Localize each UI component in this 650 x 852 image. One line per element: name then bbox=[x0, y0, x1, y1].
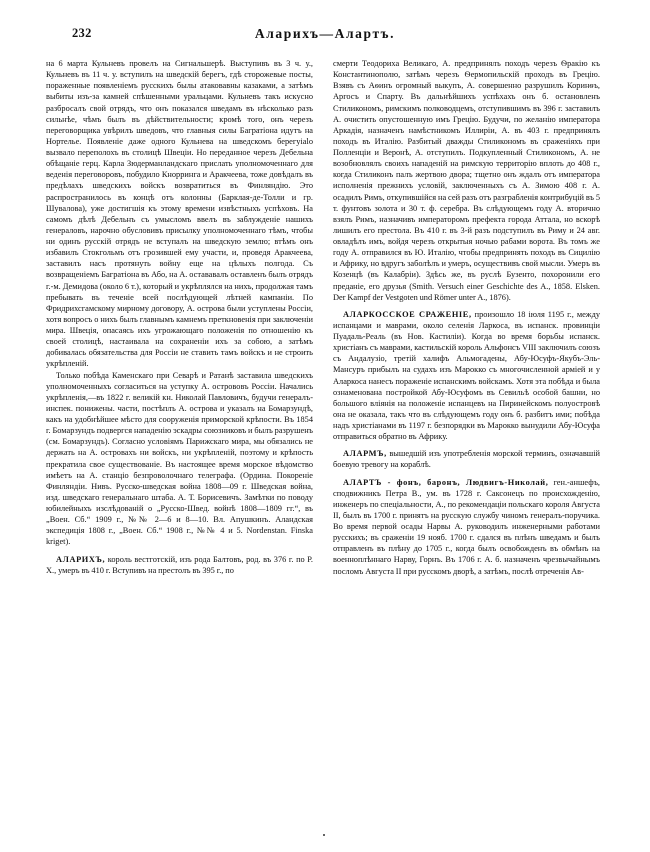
right-column bbox=[333, 58, 600, 577]
page-header bbox=[46, 26, 604, 52]
entry-text: вышедшій изъ употребленія морской терминъ, означавшій боевую тревогу на кораблѣ. bbox=[333, 449, 600, 470]
entry-headword: АЛАРТЪ - фонъ, баронъ, Людвигъ-Николай, bbox=[343, 477, 549, 487]
paragraph: на 6 марта Кульневъ провелъ на Сигнальшерѣ. Выступивъ въ 3 ч. у., Кульневъ въ 11 ч. у. вступилъ на шведскій берегъ, гдѣ сторожевые посты, пораженные появленіемъ русскихъ былы атаковавны казаками, а затѣмъ выбиты изъ-за камней спѣшенными уральцами. Кульневъ такъ искусно разбросалъ свой отрядъ, что онъ показался шведамъ въ нѣсколько разъ сильнѣе, чѣмъ былъ въ дѣйствительности; кромѣ того, онъ черезъ переговорщика увѣрилъ шведовъ, что главныя силы Багратіона идутъ на Нортелье. Появленіе даже одного Кульнева на шведскомъ берегуialo вызвало переполохъ въ столицѣ Швеціи. Но переданное черезъ Дебельна обѣщаніе герц. Карла Зюдерманландскаго прислать уполномоченнаго для веденія переговоровъ, побудило Кнорринга и Аракчеева, тоже довѣдалъ въ предѣлахъ шведскихъ войскъ возвратиться въ Финляндію. Это распространилось въ концѣ отъ колонны (Барклая-де-Толли и гр. Шувалова), уже достигшія къ этому времени извѣстныхъ успѣховъ. На самомъ дѣлѣ Дебельнъ съ умысломъ ввелъ въ заблужденіе нашихъ генераловъ, нарочно обусловивъ присылку уполномоченнаго тѣмъ, чтобы ни одинъ русскій отрядъ не вступалъ на шведскую землю; втѣмъ онъ избавилъ Стокгольмъ отъ грозившей ему участи, и, проведя Аракчеева, заставилъ насъ протянуть войну еще на цѣлыхъ полгода. Съ возвращеніемъ Багратіона въ Або, на А. остававалъ оставленъ былъ отрядъ г.-м. Демидова (около 6 т.), который и укрѣплялся на нихъ, продолжая тамъ пребывать въ теченіе всей послѣдующей лѣтней кампаніи. По Фридрихсгамскому мирному договору, А. острова были уступлены Россіи, хотя вопросъ о нихъ былъ главнымъ камнемъ преткновенія при заключеніи мира. Швеція, опасаясь ихъ угрожающаго положенія по отношенію къ своей столицѣ, настаивала на сохраненіи ихъ за собою, а затѣмъ добивалась обязательства для Россіи не ставить тамъ войскъ и не строить укрѣпленій. bbox=[46, 59, 313, 369]
dictionary-entry bbox=[333, 477, 600, 577]
entry-text: произошло 18 іюля 1195 г., между испанцами и маврами, около селенія Ларкоса, въ испанск. провинціи Пуадаль-Реаль (въ Нов. Кастиліи). Когда во время борьбы испанск. христіанъ съ маврами, кастильскій король Альфонсъ VIII заключилъ союзъ съ Андалузіо, третій халифъ Альмогадены, Абу-Юсуфъ-Якубъ-Эль-Мансуръ прибылъ на судахъ изъ Марокко съ многочисленной арміей и у Аларкоса нанесъ пораженіе испанскимъ войскамъ. Хотя эта побѣда и была ознаменована постройкой Абу-Юсуфомъ въ Севильѣ особой башни, но большого вліянія на положеніе испанцевъ на Пиринейскомъ полуостровѣ она не оказала, такъ что въ слѣдующемъ году онъ б. разбитъ ими; побѣда надъ христіанами въ 1197 г. безпорядки въ Марокко вынудили Абу-Юсуфа отправиться обратно въ Африку. bbox=[333, 309, 600, 442]
entry-text: ген.-аншефъ, сподвижникъ Петра В., ум. въ 1728 г. Саксонецъ по происхожденію, инженеръ по спеціальности, А., по рекомендаціи польскаго короля Августа II, былъ въ 1700 г. принятъ на русскую службу чиномъ генералъ-поручика. Во время первой осады Нарвы А. руководилъ инженерными работами русскихъ; въ сраженіи 19 нояб. 1700 г. сдался въ плѣнъ шведамъ и былъ отправленъ въ плѣну до 1705 г., когда былъ освобожденъ въ обмѣнъ на военноплѣннаго Нарву, Горнъ. Въ 1706 г. А. б. назначенъ чрезвычайнымъ посломъ Августа II при русскомъ дворѣ, а затѣмъ, послѣ отреченія Ав- bbox=[333, 477, 601, 576]
paragraph: смерти Теодориха Великаго, А. предпринялъ походъ черезъ Ѳракію къ Константинополю, затѣмъ черезъ Ѳермопильскій проходъ въ Грецію. Взявъ съ Аѳинъ огромный выкупъ, А. совершенно разрушилъ Коринѳъ, Аргосъ и Спарту. Въ дальнѣйшихъ успѣхахъ онъ б. остановленъ Стиликономъ, римскимъ полководцемъ, отступившимъ въ 396 г. заставилъ А. очистить опустошенную имъ Грецію. Будучи, по желанію императора Аркадія, назначенъ намѣстникомъ Иллиріи, А. въ 403 г. предпринялъ походъ въ Италію. Разбитый дважды Стиликономъ въ сраженіяхъ при Полленціи и Веронѣ, А. отступилъ. Подкупленный Стиликономъ, А. не возобновлялъ своихъ нападеній на римскую территорію вплоть до 408 г., когда Стиликонъ палъ жертвою двора; тщетно онъ ждалъ отъ императора исполненія прежнихъ условій, заключенныхъ съ А. Зимою 408 г. А. осадилъ Римъ, откупившійся на сей разъ отъ разграбленія контрибуцій въ 5 т. фунтовъ золота и 30 т. ф. серебра. Въ слѣдующемъ году А. вторично взялъ Римъ, назначивъ императоромъ префекта города Аттала, но вскорѣ лишилъ его престола. Въ 410 г. въ 3-й разъ подступилъ въ Риму и 24 авг. овладѣлъ имъ, войдя черезъ открытыя ночью рабами ворота. Въ томъ же году А. отправился въ Ю. Италію, чтобы предпринять походъ въ Сицилію и Африку, но вдругъ заболѣлъ и умеръ, осуществивъ свой мысли. Умеръ въ Козенцѣ (въ Калабріи). Здѣсь же, въ руслѣ Бузенто, похоронили его преданіе, его друзья (Smith. Versuch einer Geschichte des A., 1858. Elsken. Der Kampf der Vestgoten und Römer unter A., 1876). bbox=[333, 59, 600, 302]
running-title: Аларихъ—Алартъ. bbox=[254, 26, 396, 41]
dictionary-entry bbox=[46, 554, 313, 576]
left-column bbox=[46, 58, 313, 576]
entry-headword: АЛАРМЪ, bbox=[343, 449, 387, 459]
paragraph: Только побѣда Каменскаго при Севарѣ и Ратанѣ заставила шведскихъ уполномоченныхъ согласиться на уступку А. острововъ Россіи. Начались укрѣпленія,—въ 1822 г. великій кн. Николай Павловичъ, будучи генералъ-инспек. понижены. части, постѣплъ А. острова и указалъ на Бомарзундѣ, какъ на удобнѣйшее мѣсто для сооруженія приморской крѣпости. Въ 1854 г. Бомарзундъ подвергся нападенію эскадры союзниковъ и былъ разрушенъ (см. Бомарзундъ). Согласно условіямъ Парижскаго мира, мы обязались не держать на А. островахъ ни войскъ, ни укрѣпленій, поэтому и крѣпость прекратила свое существованіе. Въ настоящее время морское вѣдомство имѣетъ на А. станціо безпроволочнаго телеграфа. (Ордина. Покореніе Финляндіи. Нивъ. Русско-шведская война 1808—09 г. Шведская война, изд. шведскаго генеральнаго штаба. А. Т. Борисевичъ. Замѣтки по поводу юбилейныхъ изслѣдованій о „Русско-Швед. войнѣ 1808—1809 гг.“, въ „Воен. Сб.“ 1909 г., №№ 2—6 и 8—10. Вл. Апушкинъ. Аландская экспедиція 1808 г., „Воен. Сб.“ 1908 г., №№ 4 и 5. Nordenstan. Finska kriget). bbox=[46, 370, 313, 547]
page-mark bbox=[323, 834, 325, 836]
dictionary-entry bbox=[333, 309, 600, 443]
two-column-body bbox=[46, 58, 604, 577]
entry-text: король вестготскій, изъ рода Балтовъ, род. въ 376 г. по Р. Х., умеръ въ 410 г. Вступивъ на престолъ въ 395 г., по bbox=[46, 554, 313, 575]
page-number: 232 bbox=[72, 26, 92, 40]
entry-headword: АЛАРИХЪ, bbox=[56, 554, 106, 564]
dictionary-entry bbox=[333, 448, 600, 470]
entry-headword: АЛАРКОССКОЕ СРАЖЕНІЕ, bbox=[343, 309, 472, 319]
